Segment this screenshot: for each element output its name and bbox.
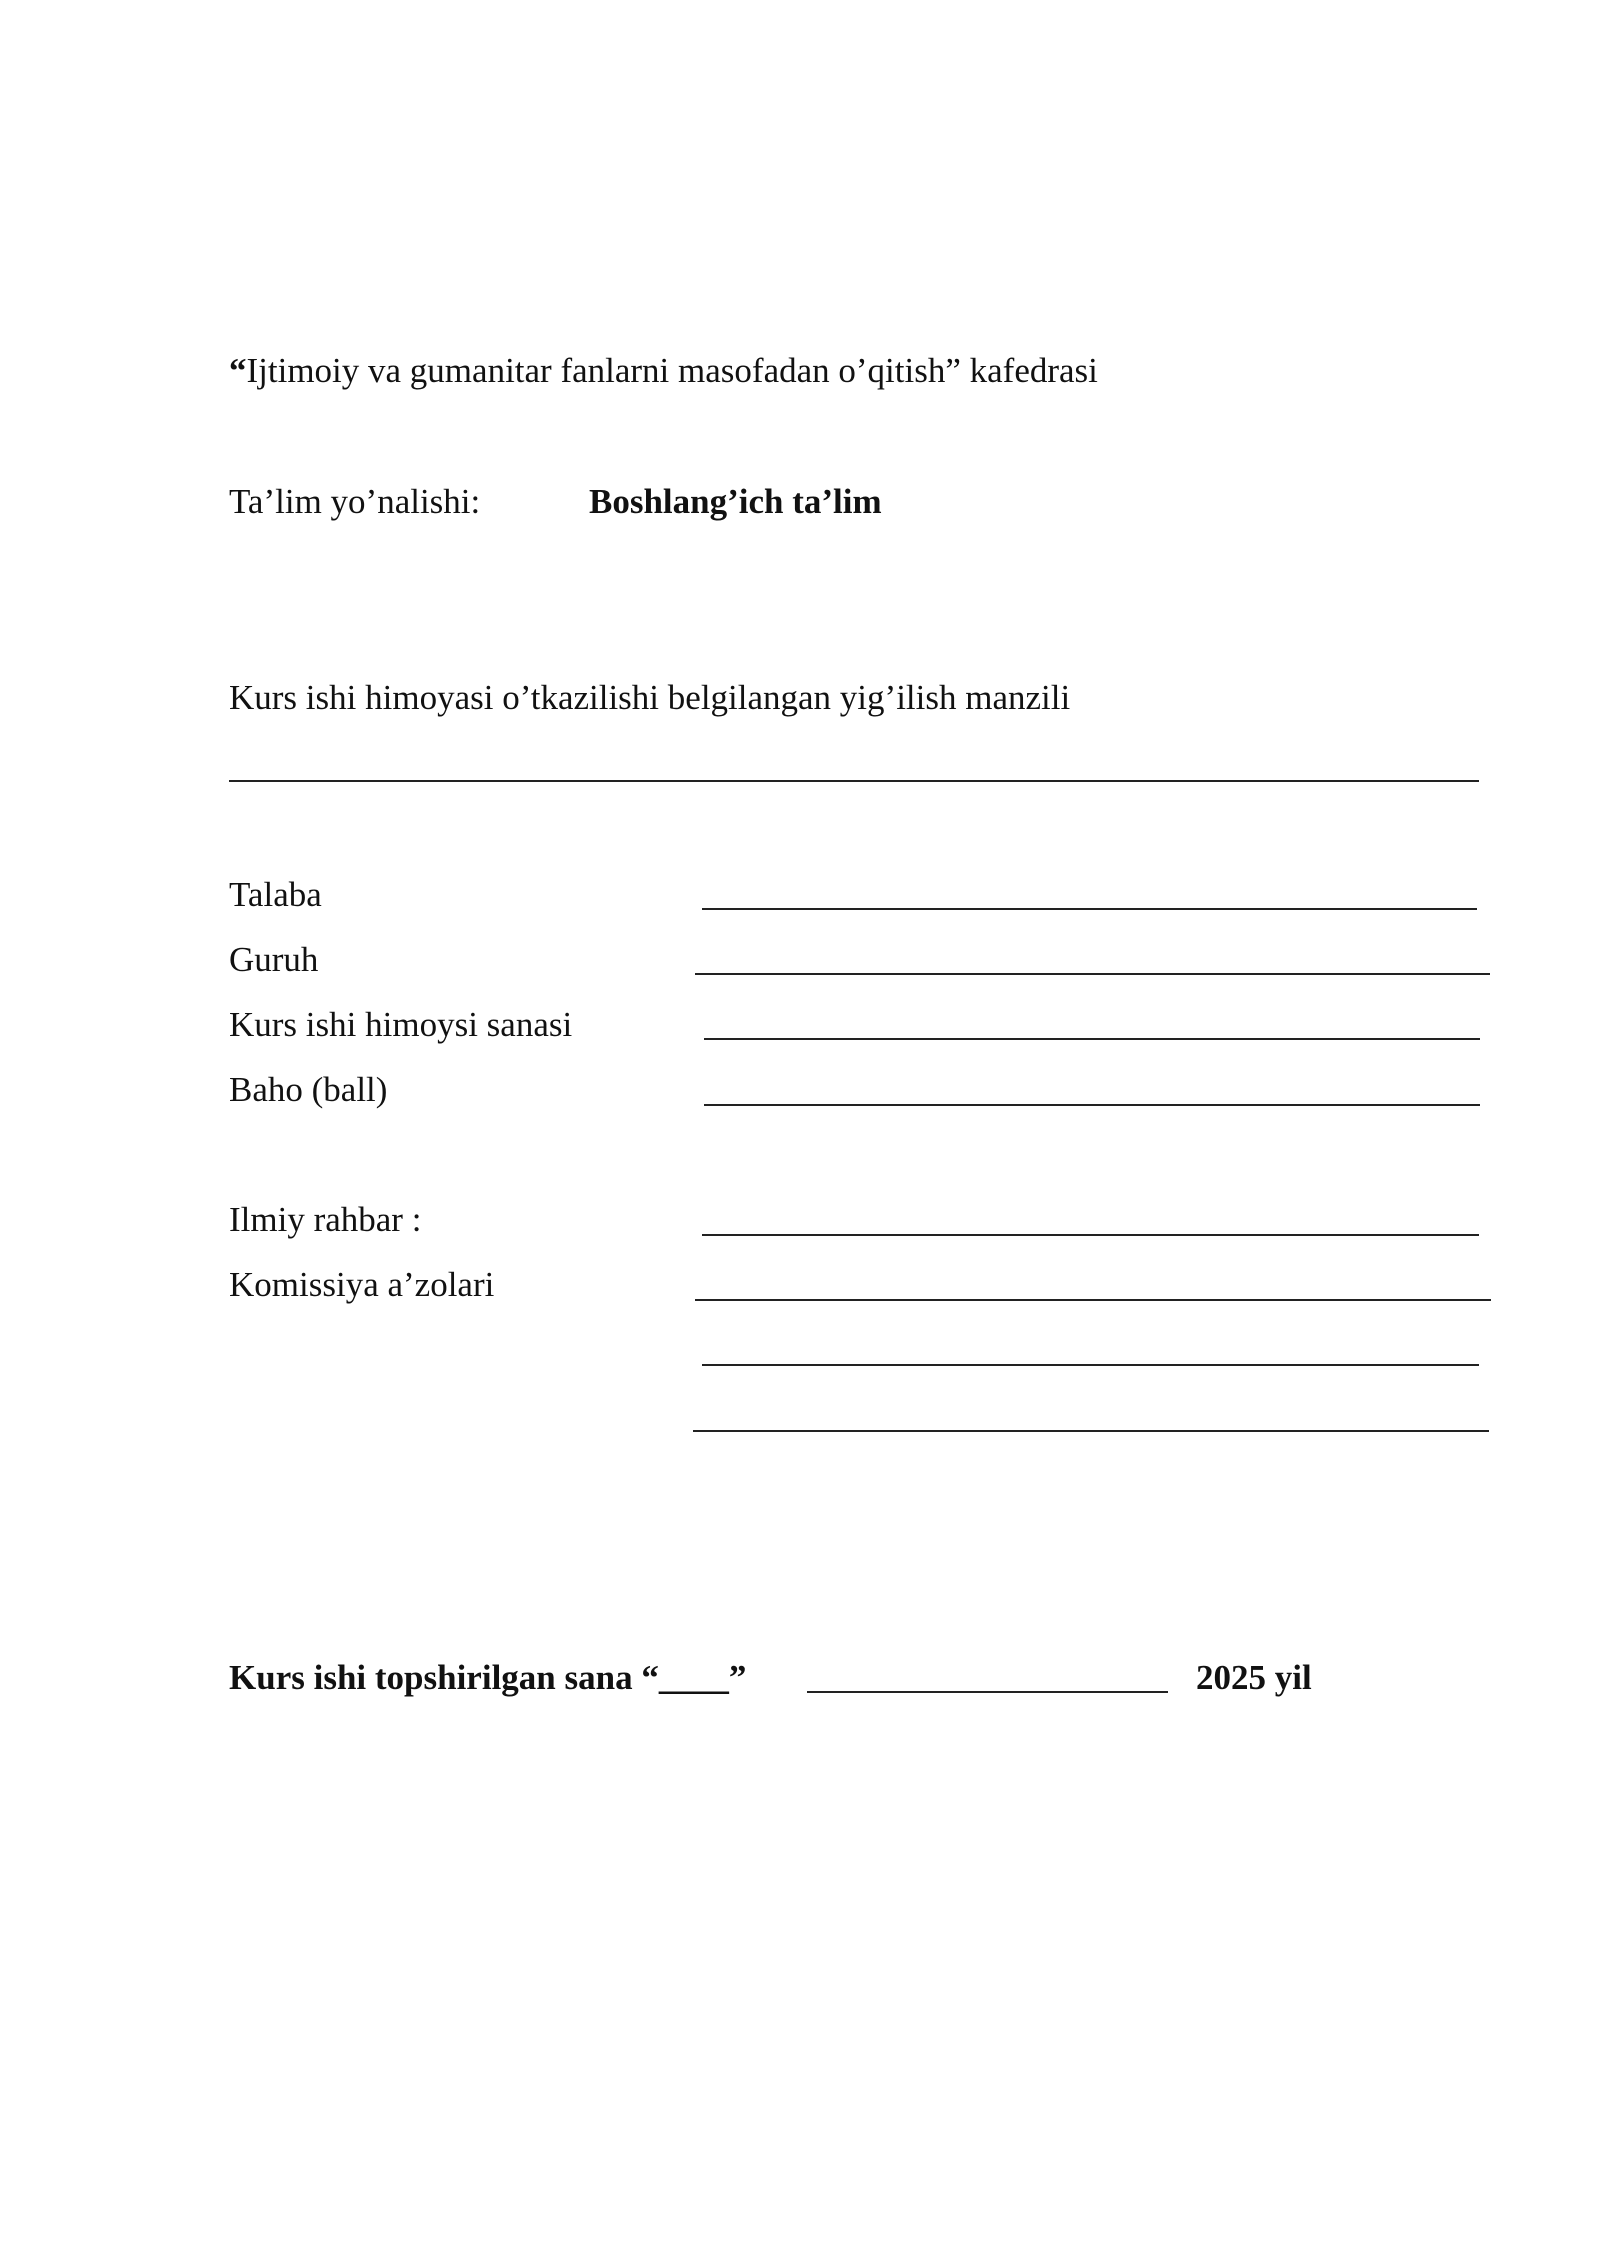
student-line[interactable]	[702, 908, 1477, 910]
submission-month-line[interactable]	[807, 1691, 1168, 1693]
venue-label: Kurs ishi himoyasi o’tkazilishi belgilangan yig’ilish manzili	[229, 678, 1071, 717]
department-open-quote: “	[229, 351, 247, 390]
defense-date-line[interactable]	[704, 1038, 1480, 1040]
supervisor-label: Ilmiy rahbar :	[229, 1200, 422, 1239]
committee-member-line-3[interactable]	[693, 1430, 1489, 1432]
group-label: Guruh	[229, 940, 319, 979]
defense-date-label: Kurs ishi himoysi sanasi	[229, 1005, 573, 1044]
student-label: Talaba	[229, 875, 322, 914]
submission-year: 2025 yil	[1196, 1658, 1312, 1697]
committee-member-line-2[interactable]	[702, 1364, 1479, 1366]
committee-member-line-1[interactable]	[695, 1299, 1491, 1301]
direction-value: Boshlang’ich ta’lim	[589, 482, 882, 521]
grade-label: Baho (ball)	[229, 1070, 388, 1109]
department-name: Ijtimoiy va gumanitar fanlarni masofadan o’qitish” kafedrasi	[246, 351, 1098, 390]
department-heading	[229, 350, 1098, 392]
supervisor-line[interactable]	[702, 1234, 1479, 1236]
group-line[interactable]	[695, 973, 1490, 975]
direction-label: Ta’lim yo’nalishi:	[229, 482, 481, 521]
venue-line[interactable]	[229, 780, 1479, 782]
grade-line[interactable]	[704, 1104, 1480, 1106]
submission-date-label: Kurs ishi topshirilgan sana “____”	[229, 1658, 747, 1697]
committee-members-label: Komissiya a’zolari	[229, 1265, 495, 1304]
